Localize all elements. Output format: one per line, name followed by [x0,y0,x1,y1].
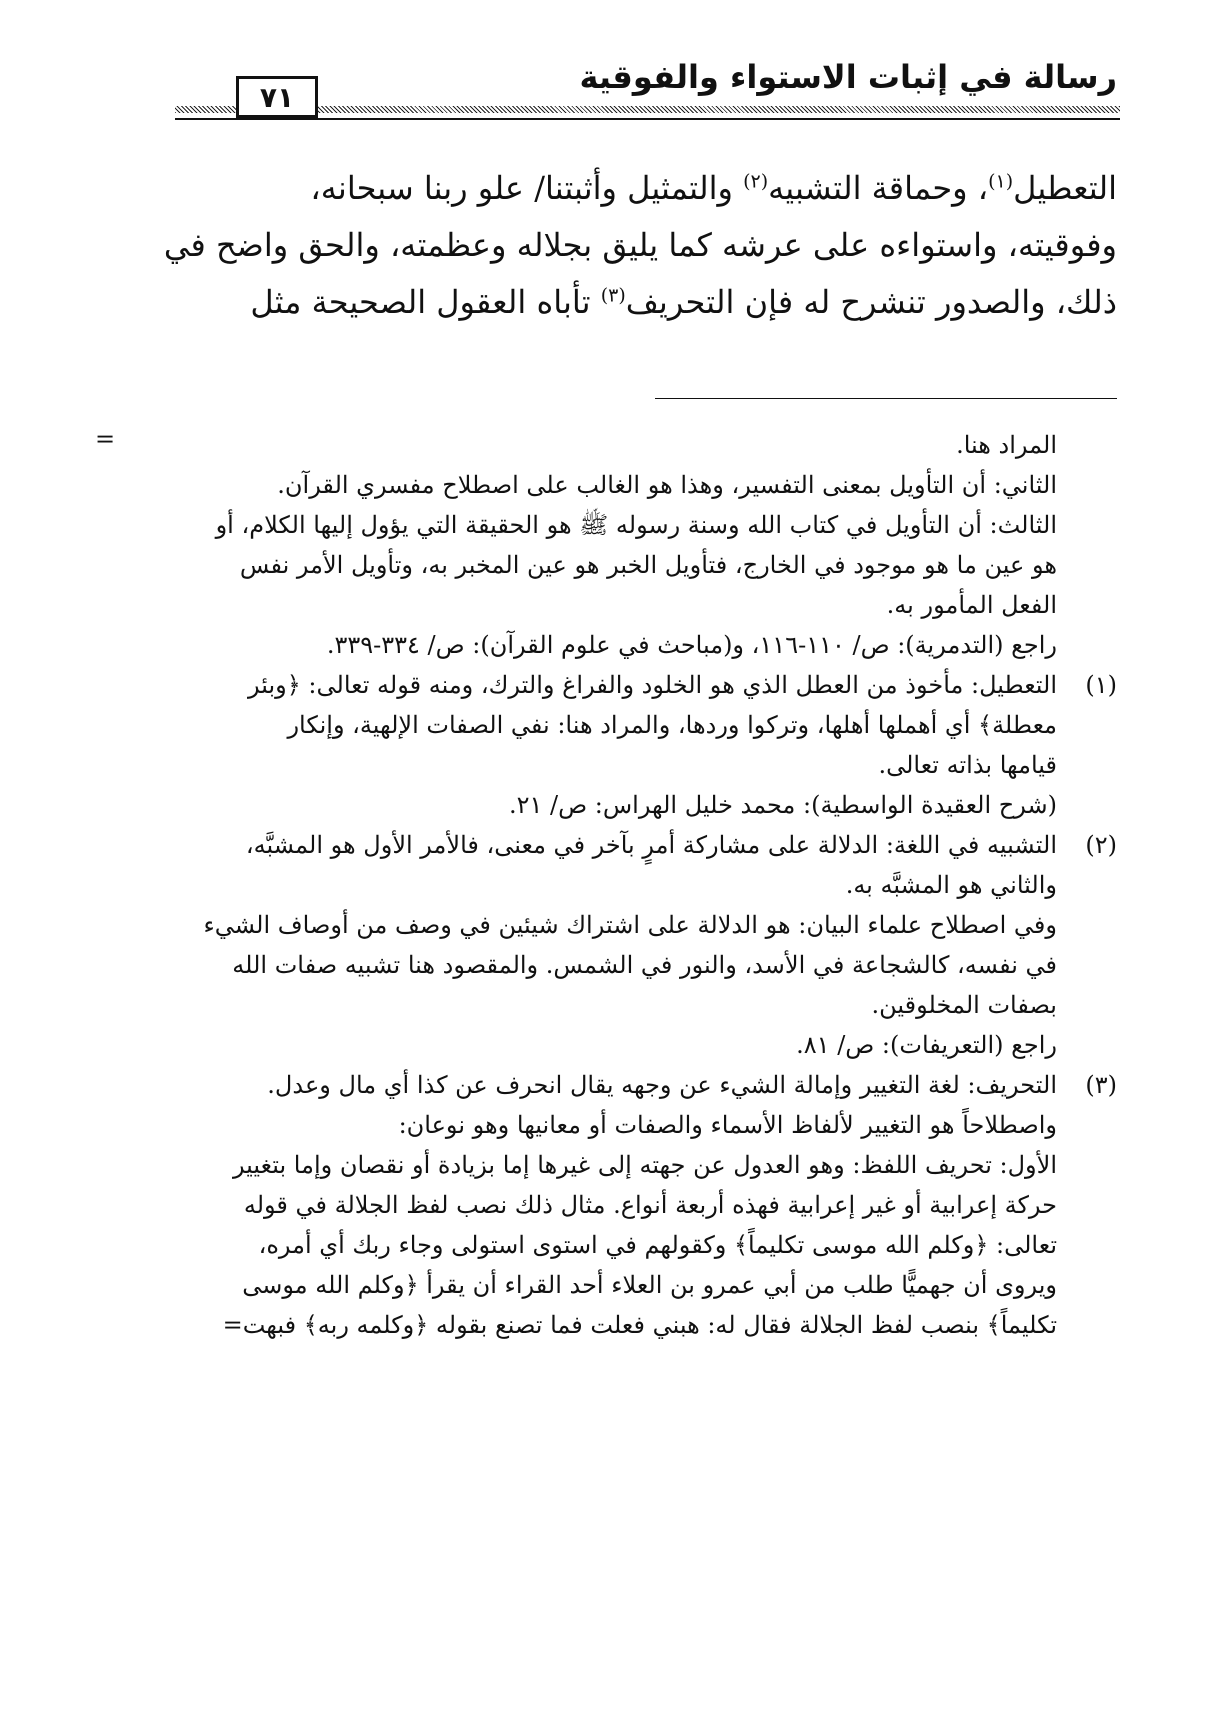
body-line-1: التعطيل$^{(١)}$، وحماقة التشبيه$^{(٢)}$ والتمثيل وأثبتنا/ علو ربنا سبحانه، [310,169,1117,207]
footnote-ref-2[interactable]: (٢) [743,170,769,193]
footnote-line: تعالى: ﴿وكلم الله موسى تكليماً﴾ وكقولهم في استوى استولى وجاء ربك أي أمره، [258,1231,1057,1259]
footnote-3-number: (٣) [1085,1071,1117,1099]
footnote-2-line: (٢)التشبيه في اللغة: الدلالة على مشاركة أمرٍ بآخر في معنى، فالأمر الأول هو المشبَّه، [87,825,1117,865]
footnote-ref-1[interactable]: (١) [988,170,1014,193]
footnote-line: (شرح العقيدة الواسطية): محمد خليل الهراس: ص/ ٢١. [508,791,1057,819]
footnote-3-line: (٣)التحريف: لغة التغيير وإمالة الشيء عن وجهه يقال انحرف عن كذا أي مال وعدل. [87,1065,1117,1105]
footnote-line: قيامها بذاته تعالى. [878,751,1057,779]
body-line-3: ذلك، والصدور تنشرح له فإن التحريف$^{(٣)}$ تأباه العقول الصحيحة مثل [250,283,1117,321]
footnote-line: الأول: تحريف اللفظ: وهو العدول عن جهته إلى غيرها إما بزيادة أو نقصان وإما بتغيير [232,1151,1057,1179]
footnote-line: والثاني هو المشبَّه به. [845,871,1057,899]
footnote-line: المراد هنا. [956,431,1057,459]
footnote-continuation-mark: = [95,425,116,453]
footnote-line: في نفسه، كالشجاعة في الأسد، والنور في الشمس. والمقصود هنا تشبيه صفات الله [232,951,1057,979]
body-line-2: وفوقيته، واستواءه على عرشه كما يليق بجلاله وعظمته، والحق واضح في [163,226,1117,264]
footnote-line: هو عين ما هو موجود في الخارج، فتأويل الخبر هو عين المخبر به، وتأويل الأمر نفس [239,551,1057,579]
footnote-line: معطلة﴾ أي أهملها أهلها، وتركوا وردها، والمراد هنا: نفي الصفات الإلهية، وإنكار [287,711,1057,739]
footnote-line: بصفات المخلوقين. [871,991,1057,1019]
footnote-line: حركة إعرابية أو غير إعرابية فهذه أربعة أنواع. مثال ذلك نصب لفظ الجلالة في قوله [243,1191,1057,1219]
footnote-2-number: (٢) [1085,831,1117,859]
footnote-line: تكليماً﴾ بنصب لفظ الجلالة فقال له: هبني فعلت فما تصنع بقوله ﴿وكلمه ربه﴾ فبهت= [222,1311,1057,1339]
footnotes-section [87,425,1117,1345]
footnote-line: واصطلاحاً هو التغيير لألفاظ الأسماء والصفات أو معانيها وهو نوعان: [398,1111,1057,1139]
running-header-title: رسالة في إثبات الاستواء والفوقية [579,58,1117,96]
footnote-line: الفعل المأمور به. [886,591,1057,619]
footnote-line: راجع (التدمرية): ص/ ١١٠-١١٦، و(مباحث في علوم القرآن): ص/ ٣٣٤-٣٣٩. [326,631,1057,659]
footnote-line: الثالث: أن التأويل في كتاب الله وسنة رسوله ﷺ هو الحقيقة التي يؤول إليها الكلام، أو [215,511,1057,539]
footnote-line: ويروى أن جهميًّا طلب من أبي عمرو بن العلاء أحد القراء أن يقرأ ﴿وكلم الله موسى [242,1271,1057,1299]
page-number: ٧١ [236,76,318,118]
footnote-line: راجع (التعريفات): ص/ ٨١. [796,1031,1057,1059]
header-rule [175,118,1120,120]
footnote-line: الثاني: أن التأويل بمعنى التفسير، وهذا هو الغالب على اصطلاح مفسري القرآن. [277,471,1057,499]
footnote-ref-3[interactable]: (٣) [600,284,626,307]
footnote-1-line: (١)التعطيل: مأخوذ من العطل الذي هو الخلود والفراغ والترك، ومنه قوله تعالى: ﴿وبئر [87,665,1117,705]
footnote-separator [655,398,1117,399]
footnote-line: وفي اصطلاح علماء البيان: هو الدلالة على اشتراك شيئين في وصف من أوصاف الشيء [203,911,1057,939]
main-body-text [92,160,1117,331]
footnote-1-number: (١) [1085,671,1117,699]
